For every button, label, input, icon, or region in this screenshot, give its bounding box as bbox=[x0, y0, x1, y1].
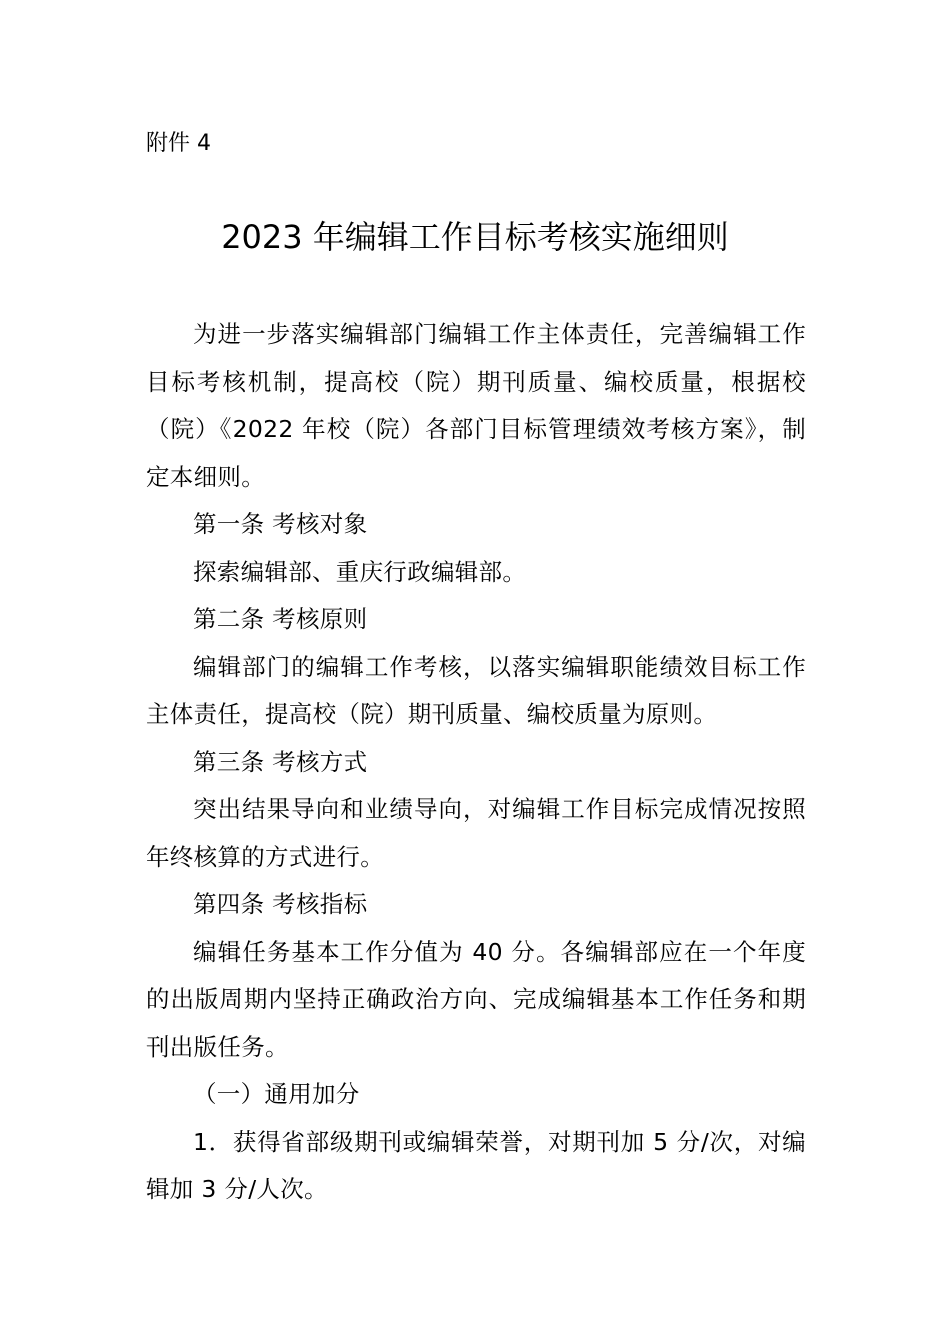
article-1-heading: 第一条 考核对象 bbox=[193, 510, 368, 538]
article-2-text: 编辑部门的编辑工作考核，以落实编辑职能绩效目标工作主体责任，提高校（院）期刊质量、编校质量为原则。 bbox=[146, 652, 806, 728]
article-4-heading: 第四条 考核指标 bbox=[193, 890, 368, 918]
document-body bbox=[146, 311, 806, 1214]
intro-paragraph: 为进一步落实编辑部门编辑工作主体责任，完善编辑工作目标考核机制，提高校（院）期刊质量、编校质量，根据校（院）《2022 年校（院）各部门目标管理绩效考核方案》，制定本细则。 bbox=[146, 320, 806, 491]
article-2-heading: 第二条 考核原则 bbox=[193, 605, 368, 633]
attachment-label: 附件 4 bbox=[146, 131, 211, 156]
document-title: 2023 年编辑工作目标考核实施细则 bbox=[221, 218, 729, 256]
article-4-text: 编辑任务基本工作分值为 40 分。各编辑部应在一个年度的出版周期内坚持正确政治方向、完成编辑基本工作任务和期刊出版任务。 bbox=[146, 937, 806, 1061]
article-3-text: 突出结果导向和业绩导向，对编辑工作目标完成情况按照年终核算的方式进行。 bbox=[146, 795, 806, 871]
section-1-heading: （一）通用加分 bbox=[193, 1080, 360, 1108]
item-1-text: 1．获得省部级期刊或编辑荣誉，对期刊加 5 分/次，对编辑加 3 分/人次。 bbox=[146, 1127, 806, 1203]
article-3-heading: 第三条 考核方式 bbox=[193, 747, 368, 776]
article-1-text: 探索编辑部、重庆行政编辑部。 bbox=[193, 557, 527, 586]
